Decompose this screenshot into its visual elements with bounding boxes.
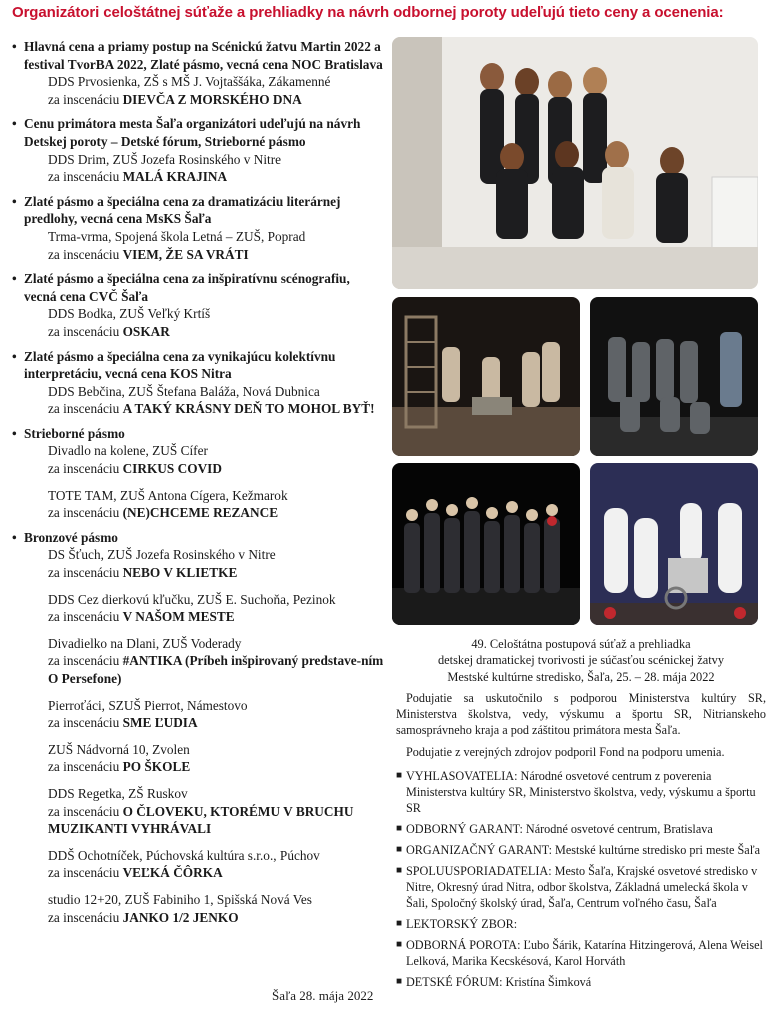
caption-line: detskej dramatickej tvorivosti je súčasťou scénickej žatvy xyxy=(437,653,725,668)
play-title: OSKAR xyxy=(122,323,170,339)
bullet-icon: • xyxy=(12,425,17,441)
play-prefix: za inscenáciu xyxy=(48,865,120,881)
group-name: DDS Bodka, ZUŠ Veľký Krtíš xyxy=(48,306,211,322)
role-text: LEKTORSKÝ ZBOR: xyxy=(406,917,518,931)
award-entry xyxy=(24,697,384,732)
photo-stage-crowd xyxy=(392,463,580,625)
award-entry xyxy=(24,847,384,882)
group-name: DDS Bebčina, ZUŠ Štefana Baláža, Nová Dubnica xyxy=(48,383,320,399)
play-prefix: za inscenáciu xyxy=(48,401,120,417)
page-title: Organizátori celoštátnej súťaže a prehliadky na návrh odbornej poroty udeľujú tieto ceny a ocenenia: xyxy=(12,4,724,21)
award-entry xyxy=(24,151,384,186)
signoff-date: Šaľa 28. mája 2022 xyxy=(272,988,374,1003)
group-name: Divadlo na kolene, ZUŠ Cífer xyxy=(48,443,208,459)
play-prefix: za inscenáciu xyxy=(48,565,120,581)
award-entry xyxy=(24,591,384,626)
award-entry xyxy=(24,228,384,263)
award-entry xyxy=(24,442,384,477)
award-title: Zlaté pásmo a špeciálna cena za vynikajúcu kolektívnu interpretáciu, vecná cena KOS Nitra xyxy=(24,348,336,382)
award-item xyxy=(12,270,384,340)
award-entry xyxy=(24,546,384,581)
play-prefix: za inscenáciu xyxy=(48,461,120,477)
caption-line: Mestské kultúrne stredisko, Šaľa, 25. – 28. mája 2022 xyxy=(447,669,715,684)
bullet-icon: • xyxy=(12,39,17,54)
play-prefix: za inscenáciu xyxy=(48,169,120,185)
award-entry xyxy=(24,305,384,340)
award-title: Hlavná cena a priamy postup na Scénickú žatvu Martin 2022 a festival TvorBA 2022, Zlaté pásmo, vecná cena NOC Bratislava xyxy=(24,39,383,72)
award-title: Zlaté pásmo a špeciálna cena za inšpiratívnu scénografiu, vecná cena CVČ Šaľa xyxy=(24,271,350,304)
role-text: SPOLUUSPORIADATELIA: Mesto Šaľa, Krajské osvetové stredisko v Nitre, Okresný úrad Nitra, odbor školstva, Základná umelecká škola v Šali, Spoločný školský úrad, Šaľa, Centrum voľného času, Šaľa xyxy=(406,864,758,910)
award-item xyxy=(12,193,384,263)
award-title: Zlaté pásmo a špeciálna cena za dramatizáciu literárnej predlohy, vecná cena MsKS Šaľa xyxy=(24,193,341,227)
event-caption xyxy=(394,636,768,685)
role-item xyxy=(396,863,766,911)
support-text xyxy=(396,690,766,766)
award-entry xyxy=(24,741,384,776)
role-text: ODBORNÝ GARANT: Národné osvetové centrum, Bratislava xyxy=(406,822,713,836)
play-title: DIEVČA Z MORSKÉHO DNA xyxy=(122,91,302,107)
role-item xyxy=(396,937,766,969)
play-title: CIRKUS COVID xyxy=(122,461,222,477)
award-title: Bronzové pásmo xyxy=(24,529,118,545)
play-prefix: za inscenáciu xyxy=(48,653,120,669)
play-title: O ČLOVEKU, KTORÉMU V BRUCHU MUZIKANTI VYHRÁVALI xyxy=(48,803,354,837)
group-name: Divadielko na Dlani, ZUŠ Voderady xyxy=(48,635,242,651)
play-title: MALÁ KRAJINA xyxy=(122,169,228,185)
square-bullet-icon: ■ xyxy=(396,939,403,950)
role-item xyxy=(396,821,766,837)
group-name: TOTE TAM, ZUŠ Antona Cígera, Kežmarok xyxy=(48,487,288,503)
play-prefix: za inscenáciu xyxy=(48,323,120,339)
group-name: DDS Regetka, ZŠ Ruskov xyxy=(48,785,188,801)
roles-list xyxy=(396,768,766,995)
play-prefix: za inscenáciu xyxy=(48,803,120,819)
caption-line: 49. Celoštátna postupová súťaž a prehliadka xyxy=(471,637,691,651)
play-prefix: za inscenáciu xyxy=(48,759,120,775)
group-name: DS Šťuch, ZUŠ Jozefa Rosinského v Nitre xyxy=(48,547,276,563)
play-prefix: za inscenáciu xyxy=(48,909,120,925)
group-name: DDS Cez dierkovú kľučku, ZUŠ E. Suchoňa, Pezinok xyxy=(48,591,336,607)
group-name: DDŠ Ochotníček, Púchovská kultúra s.r.o., Púchov xyxy=(48,847,320,863)
awards-list xyxy=(12,38,384,933)
play-prefix: za inscenáciu xyxy=(48,505,120,521)
role-text: ODBORNÁ POROTA: Ľubo Šárik, Katarína Hitzingerová, Alena Weisel Lelková, Marika Kecskésová, Karol Horváth xyxy=(406,938,763,968)
award-entry xyxy=(24,891,384,926)
bullet-icon: • xyxy=(12,193,17,209)
square-bullet-icon: ■ xyxy=(396,844,403,855)
play-title: (NE)CHCEME REZANCE xyxy=(122,505,279,521)
award-item xyxy=(12,38,384,108)
group-name: DDS Drim, ZUŠ Jozefa Rosinského v Nitre xyxy=(48,151,282,167)
award-entry xyxy=(24,785,384,838)
play-title: PO ŠKOLE xyxy=(122,759,191,775)
square-bullet-icon: ■ xyxy=(396,918,403,929)
award-item xyxy=(12,115,384,185)
play-title: SME ĽUDIA xyxy=(122,715,198,731)
play-prefix: za inscenáciu xyxy=(48,609,120,625)
square-bullet-icon: ■ xyxy=(396,770,403,781)
role-item xyxy=(396,974,766,990)
role-item xyxy=(396,916,766,932)
photo-group-girls xyxy=(392,37,758,289)
play-title: V NAŠOM MESTE xyxy=(122,609,235,625)
square-bullet-icon: ■ xyxy=(396,976,403,987)
role-item xyxy=(396,842,766,858)
support-paragraph: Podujatie z verejných zdrojov podporil Fond na podporu umenia. xyxy=(406,745,725,759)
role-text: DETSKÉ FÓRUM: Kristína Šimková xyxy=(406,975,592,989)
bullet-icon: • xyxy=(12,116,17,132)
square-bullet-icon: ■ xyxy=(396,823,403,834)
award-title: Strieborné pásmo xyxy=(24,425,125,441)
play-prefix: za inscenáciu xyxy=(48,715,120,731)
photo-stage-group xyxy=(590,297,758,456)
play-title: NEBO V KLIETKE xyxy=(122,565,238,581)
award-entry xyxy=(24,635,384,688)
square-bullet-icon: ■ xyxy=(396,865,403,876)
group-name: Trma-vrma, Spojená škola Letná – ZUŠ, Poprad xyxy=(48,228,306,244)
role-text: VYHLASOVATELIA: Národné osvetové centrum z poverenia Ministerstva kultúry SR, Ministerstvo školstva, vedy, výskumu a športu SR xyxy=(406,769,756,815)
bullet-icon: • xyxy=(12,271,17,287)
role-text: ORGANIZAČNÝ GARANT: Mestské kultúrne stredisko pri meste Šaľa xyxy=(406,843,761,857)
bullet-icon: • xyxy=(12,348,17,364)
group-name: DDS Prvosienka, ZŠ s MŠ J. Vojtaššáka, Zákamenné xyxy=(48,74,331,90)
award-entry xyxy=(24,73,384,108)
award-entry xyxy=(24,487,384,522)
group-name: studio 12+20, ZUŠ Fabiniho 1, Spišská Nová Ves xyxy=(48,891,312,907)
play-title: JANKO 1/2 JENKO xyxy=(122,909,239,925)
award-title: Cenu primátora mesta Šaľa organizátori udeľujú na návrh Detskej poroty – Detské fórum, Strieborné pásmo xyxy=(24,116,361,149)
bullet-icon: • xyxy=(12,529,17,545)
play-title: A TAKÝ KRÁSNY DEŇ TO MOHOL BYŤ! xyxy=(122,401,375,417)
play-prefix: za inscenáciu xyxy=(48,91,120,107)
award-item xyxy=(12,425,384,522)
play-prefix: za inscenáciu xyxy=(48,246,120,262)
play-title: VIEM, ŽE SA VRÁTI xyxy=(122,246,249,262)
award-entry xyxy=(24,383,384,418)
photo-stage-white xyxy=(590,463,758,625)
play-title: #ANTIKA (Príbeh inšpirovaný predstave-ním O Persefone) xyxy=(48,653,384,686)
group-name: Pierroťáci, SZUŠ Pierrot, Námestovo xyxy=(48,697,248,713)
role-item xyxy=(396,768,766,816)
award-item xyxy=(12,348,384,418)
support-paragraph: Podujatie sa uskutočnilo s podporou Ministerstva kultúry SR, Ministerstva školstva, vedy, výskumu a športu SR, Nitrianskeho samosprávneho kraja a pod záštitou primátora mesta Šaľa. xyxy=(396,691,766,737)
photo-stage-oskar xyxy=(392,297,580,456)
play-title: VEĽKÁ ČÔRKA xyxy=(122,865,223,881)
group-name: ZUŠ Nádvorná 10, Zvolen xyxy=(48,741,190,757)
award-item xyxy=(12,529,384,926)
